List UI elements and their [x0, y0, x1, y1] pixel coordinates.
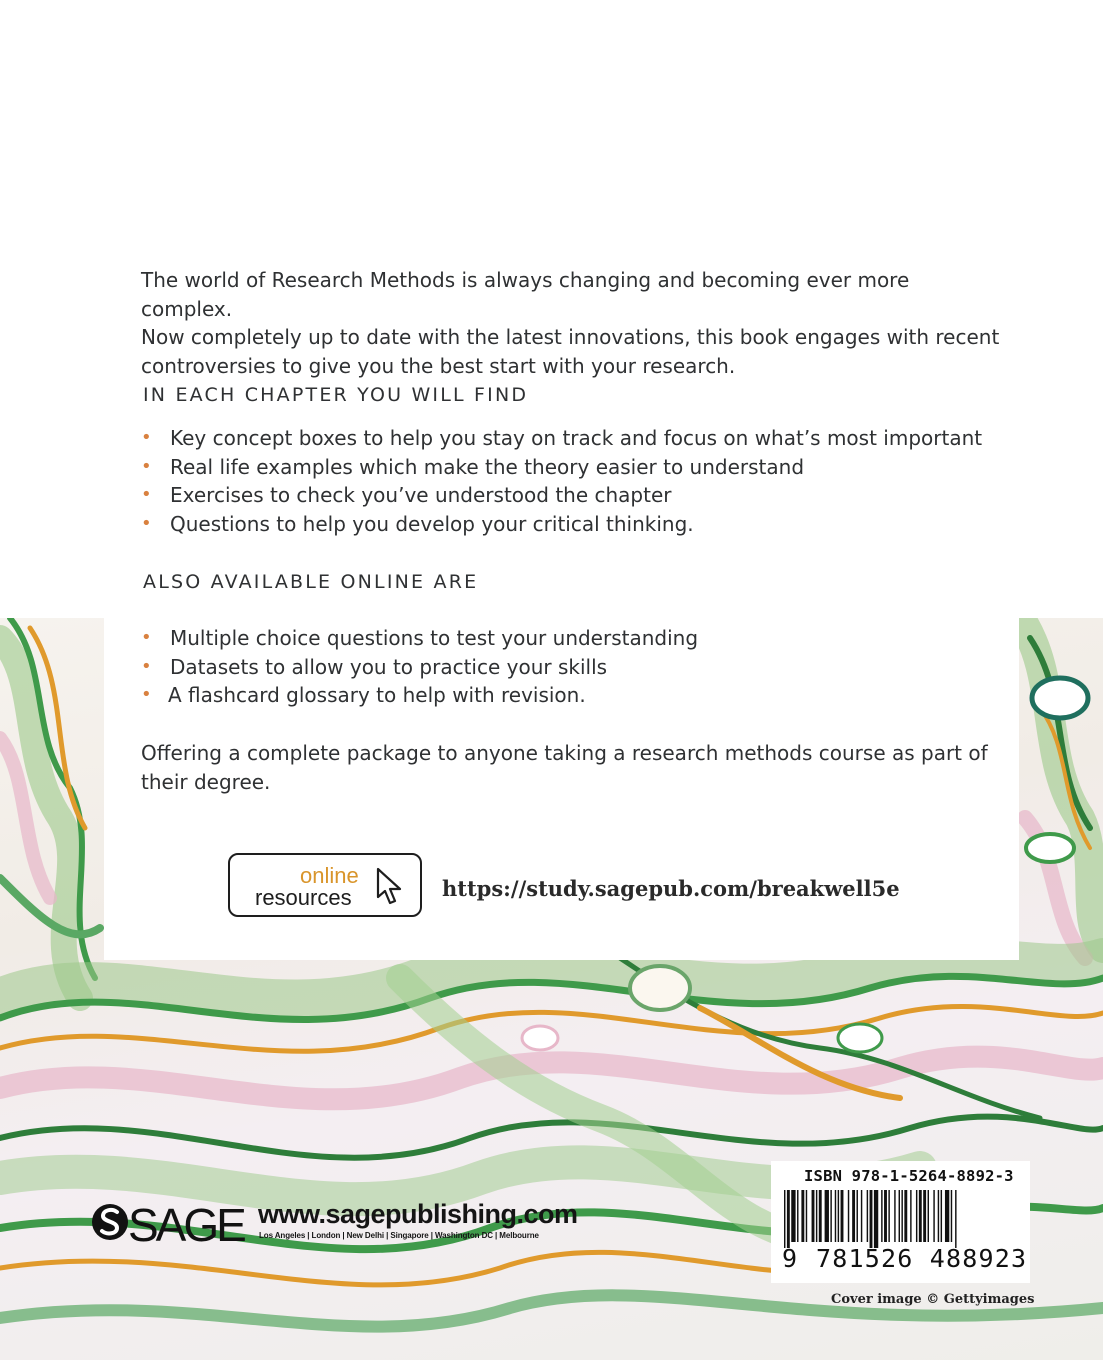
list-item — [141, 624, 698, 653]
sage-wordmark: SAGE — [128, 1199, 244, 1251]
list-item-text: Exercises to check you’ve understood the chapter — [170, 483, 672, 508]
barcode-bar — [841, 1190, 844, 1242]
list-item-text: Multiple choice questions to test your understanding — [170, 626, 699, 650]
online-features-heading: ALSO AVAILABLE ONLINE ARE — [143, 571, 479, 593]
closing-line-2: their degree. — [141, 769, 271, 794]
sage-logo-icon — [90, 1200, 130, 1244]
barcode-bar — [825, 1190, 829, 1242]
closing-line-1: Offering a complete package to anyone taking a research methods course as part of — [141, 741, 988, 765]
barcode-bar — [867, 1190, 868, 1242]
barcode-bar — [791, 1190, 795, 1242]
intro-line-1: The world of Research Methods is always changing and becoming ever more complex. — [141, 268, 910, 321]
ean-first-digit: 9 — [782, 1244, 798, 1273]
barcode-bar — [951, 1190, 952, 1242]
barcode-bar — [941, 1190, 942, 1242]
barcode-bar — [857, 1190, 858, 1242]
bullet-icon: • — [141, 513, 152, 535]
companion-website-link[interactable]: https://study.sagepub.com/breakwell5e — [442, 876, 900, 901]
barcode-bar — [816, 1190, 817, 1242]
barcode-bar — [861, 1190, 862, 1242]
barcode-bar — [933, 1190, 934, 1242]
isbn-label: ISBN 978-1-5264-8892-3 — [804, 1167, 1014, 1185]
barcode-bar — [830, 1190, 831, 1242]
barcode-bar — [904, 1190, 907, 1242]
list-item — [141, 453, 982, 482]
chapter-features-list — [141, 424, 982, 539]
bullet-icon: • — [141, 684, 152, 706]
barcode-bar — [806, 1190, 807, 1242]
list-item — [141, 681, 698, 710]
barcode-bar — [923, 1190, 926, 1242]
bullet-icon: • — [141, 484, 152, 506]
intro-line-3: controversies to give you the best start with your research. — [141, 353, 736, 378]
barcode-bar — [838, 1190, 839, 1242]
barcode-bar — [899, 1190, 900, 1242]
list-item-text: Datasets to allow you to practice your skills — [170, 654, 608, 679]
publisher-cities: Los Angeles | London | New Delhi | Singapore | Washington DC | Melbourne — [259, 1231, 539, 1240]
bullet-icon: • — [141, 427, 152, 448]
barcode-bar — [870, 1190, 873, 1248]
barcode-bar — [819, 1190, 822, 1242]
online-features-list — [141, 624, 698, 710]
barcode-bar — [787, 1190, 790, 1248]
barcode-bar — [881, 1190, 882, 1242]
chapter-features-heading: IN EACH CHAPTER YOU WILL FIND — [143, 384, 529, 406]
barcode-bar — [938, 1190, 939, 1242]
barcode-image — [782, 1190, 1007, 1248]
list-item — [141, 481, 982, 510]
barcode-bar — [797, 1190, 798, 1242]
barcode-bar — [848, 1190, 849, 1242]
bullet-icon: • — [141, 455, 152, 477]
intro-line-2: Now completely up to date with the latest innovations, this book engages with recent — [141, 325, 1000, 349]
online-resources-badge[interactable] — [228, 853, 422, 917]
barcode-bar — [852, 1190, 855, 1242]
bullet-icon: • — [141, 655, 152, 677]
list-item-text: Real life examples which make the theory easier to understand — [170, 454, 805, 479]
barcode-bar — [888, 1190, 889, 1242]
barcode-bar — [801, 1190, 804, 1242]
barcode-bar — [910, 1190, 911, 1242]
ean-digits: 781526 488923 — [816, 1244, 1028, 1273]
barcode-bar — [784, 1190, 785, 1248]
barcode-bar — [919, 1190, 922, 1242]
list-item — [141, 653, 698, 682]
closing-paragraph — [141, 739, 1001, 796]
barcode-bar — [874, 1190, 878, 1248]
barcode-bar — [945, 1190, 949, 1242]
list-item-text: Key concept boxes to help you stay on track and focus on what’s most important — [170, 426, 983, 450]
list-item — [141, 510, 982, 539]
barcode-bar — [955, 1190, 956, 1248]
barcode-bar — [928, 1190, 929, 1242]
cursor-arrow-icon — [376, 867, 404, 907]
barcode-bar — [835, 1190, 836, 1242]
barcode-bar — [894, 1190, 895, 1242]
badge-online-label: online — [300, 863, 359, 888]
badge-resources-label: resources — [255, 885, 352, 910]
cover-image-credit: Cover image © Gettyimages — [831, 1292, 1035, 1307]
barcode-bar — [812, 1190, 815, 1242]
list-item — [141, 424, 982, 453]
publisher-website[interactable]: www.sagepublishing.com — [258, 1199, 578, 1229]
list-item-text: A flashcard glossary to help with revision. — [168, 683, 586, 708]
bullet-icon: • — [141, 627, 152, 648]
barcode-bar — [916, 1190, 917, 1242]
barcode-bar — [901, 1190, 902, 1242]
intro-paragraph — [141, 266, 1001, 380]
list-item-text: Questions to help you develop your critical thinking. — [170, 512, 694, 537]
barcode-bar — [884, 1190, 887, 1242]
